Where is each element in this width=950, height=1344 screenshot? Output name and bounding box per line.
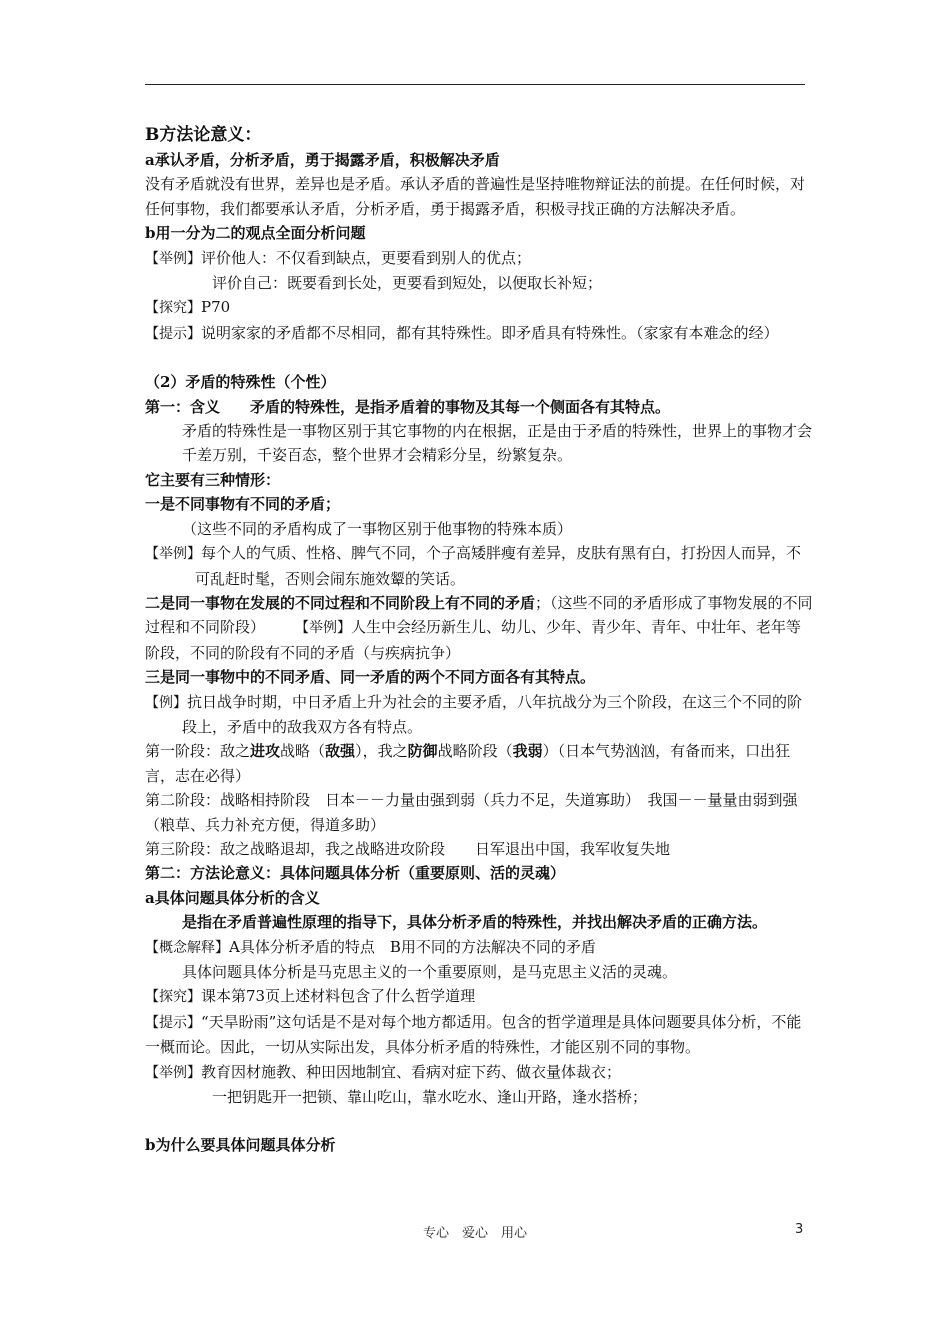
case3-example-tag: 【例】 [145,694,187,711]
example-text: 评价他人：不仅看到缺点，更要看到别人的优点； [201,248,532,267]
stage-3: 第三阶段：敌之战略退却，我之战略进攻阶段 日军退出中国，我军收复失地 [145,839,671,858]
stage1-part: ）（日本气势汹汹，有备而来，口出狂言，志在必得） [145,742,791,785]
stage1-part: ），我之 [355,742,408,761]
case3-title: 三是同一事物中的不同矛盾、同一矛盾的两个不同方面各有其特点。 [145,668,596,687]
hint-tag: 【提示】 [145,325,201,342]
case2 [145,591,813,665]
section-2-b-title: b为什么要具体问题具体分析 [145,1136,336,1155]
stage1-bold-attack: 进攻 [250,742,281,761]
case2-example-text: 人生中会经历新生儿、幼儿、少年、青少年、青年、中壮年、老年等阶段，不同的阶段有不同的矛盾（与疾病抗争） [145,618,802,662]
section-b-explore [145,295,813,320]
document-body [145,118,813,1158]
stage-1 [145,739,813,788]
second-title: 第二：方法论意义：具体问题具体分析（重要原则、活的灵魂） [145,864,566,883]
spacer [145,346,813,370]
first-def: 矛盾的特殊性，是指矛盾着的事物及其每一个侧面各有其特点。 [250,397,671,416]
hint-text: 说明家家的矛盾都不尽相同，都有其特殊性。即矛盾具有特殊性。（家家有本难念的经） [201,323,779,342]
first-definition [145,395,813,419]
section-b-example-2: 评价自己：既要看到长处，更要看到短处，以便取长补短； [212,274,603,293]
case1-note: （这些不同的矛盾构成了一事物区别于他事物的特殊本质） [182,519,573,538]
stage1-part: 第一阶段：敌之 [145,742,251,761]
case3-example [145,690,813,740]
case1-example-tag: 【举例】 [145,546,201,563]
spacer [145,1109,813,1133]
concept [145,935,813,960]
explore-text: P70 [201,298,231,317]
section-b-b-title: b用一分为二的观点全面分析问题 [145,224,366,243]
explore-tag: 【探究】 [145,989,201,1006]
stage1-part: 战略（ [280,742,326,761]
case3-example-text: 抗日战争时期，中日矛盾上升为社会的主要矛盾，八年抗战分为三个阶段，在这三个不同的阶段上，矛盾中的敌我双方各有特点。 [182,692,803,736]
case2-title: 二是同一事物在发展的不同过程和不同阶段上有不同的矛盾 [145,593,536,612]
section-b-hint [145,321,813,346]
concept-text: A具体分析矛盾的特点 B用不同的方法解决不同的矛盾 [229,937,596,956]
page-number: 3 [795,1222,804,1237]
section-2-example-2: 一把钥匙开一把锁、靠山吃山，靠水吃水、逢山开路，逢水搭桥； [212,1088,648,1107]
section-2-heading: （2）矛盾的特殊性（个性） [145,373,336,392]
hint-tag: 【提示】 [145,1014,201,1031]
stage-2: 第二阶段：战略相持阶段 日本－－力量由强到弱（兵力不足，失道寡助） 我国－－量量由弱到强（粮草、兵力补充方便，得道多助） [145,791,798,834]
para-1: 矛盾的特殊性是一事物区别于其它事物的内在根据，正是由于矛盾的特殊性，世界上的事物才会千差万别，千姿百态，整个世界才会精彩分呈，纷繁复杂。 [182,422,813,465]
stage1-part: 战略阶段（ [437,742,513,761]
example-tag: 【举例】 [145,1064,201,1081]
example-text: 教育因材施教、种田因地制宜、看病对症下药、做衣量体裁衣； [201,1062,622,1081]
header-rule [145,84,805,85]
three-cases: 它主要有三种情形： [145,470,281,489]
section-b-a-title: a承认矛盾，分析矛盾，勇于揭露矛盾，积极解决矛盾 [145,151,500,169]
section-2-example-1 [145,1060,813,1085]
case2-note: ；（这些不同的矛盾形成了事物发展的不同过程和不同阶段） [145,593,813,637]
section-b-a-body: 没有矛盾就没有世界，差异也是矛盾。承认矛盾的普遍性是坚持唯物辩证法的前提。在任何时候，对任何事物，我们都要承认矛盾，分析矛盾，勇于揭露矛盾，积极寻找正确的方法解决矛盾。 [145,175,806,218]
section-b-heading: B方法论意义： [145,125,262,145]
example-tag: 【举例】 [145,250,201,267]
stage1-bold-defense: 防御 [407,742,438,761]
case1-example-text: 每个人的气质、性格、脾气不同，个子高矮胖瘦有差异，皮肤有黑有白，打扮因人而异，不可乱赶时髦，否则会闹东施效颦的笑话。 [195,544,802,588]
concept-tag: 【概念解释】 [145,939,229,956]
case2-example-tag: 【举例】 [295,620,352,637]
first-label: 第一：含义 [145,397,221,416]
footer-motto: 专心 爱心 用心 [422,1226,527,1241]
hint-text: “天旱盼雨”这句话是不是对每个地方都适用。包含的哲学道理是具体问题要具体分析，不能一概而论。因此，一切从实际出发，具体分析矛盾的特殊性，才能区别不同的事物。 [145,1012,802,1057]
section-2-a-def: 是指在矛盾普遍性原理的指导下，具体分析矛盾的特殊性，并找出解决矛盾的正确方法。 [182,913,768,932]
section-2-a-title: a具体问题具体分析的含义 [145,888,320,907]
section-2-hint [145,1010,813,1060]
case1-example [145,541,813,591]
explore-tag: 【探究】 [145,300,201,317]
section-2-explore [145,984,813,1009]
stage1-bold-enemy-strong: 敌强 [325,742,356,761]
section-b-example-1 [145,246,813,271]
case1-title: 一是不同事物有不同的矛盾； [145,495,341,514]
principle: 具体问题具体分析是马克思主义的一个重要原则，是马克思主义活的灵魂。 [182,963,678,981]
explore-text: 课本第73页上述材料包含了什么哲学道理 [201,987,476,1006]
stage1-bold-we-weak: 我弱 [512,742,543,761]
